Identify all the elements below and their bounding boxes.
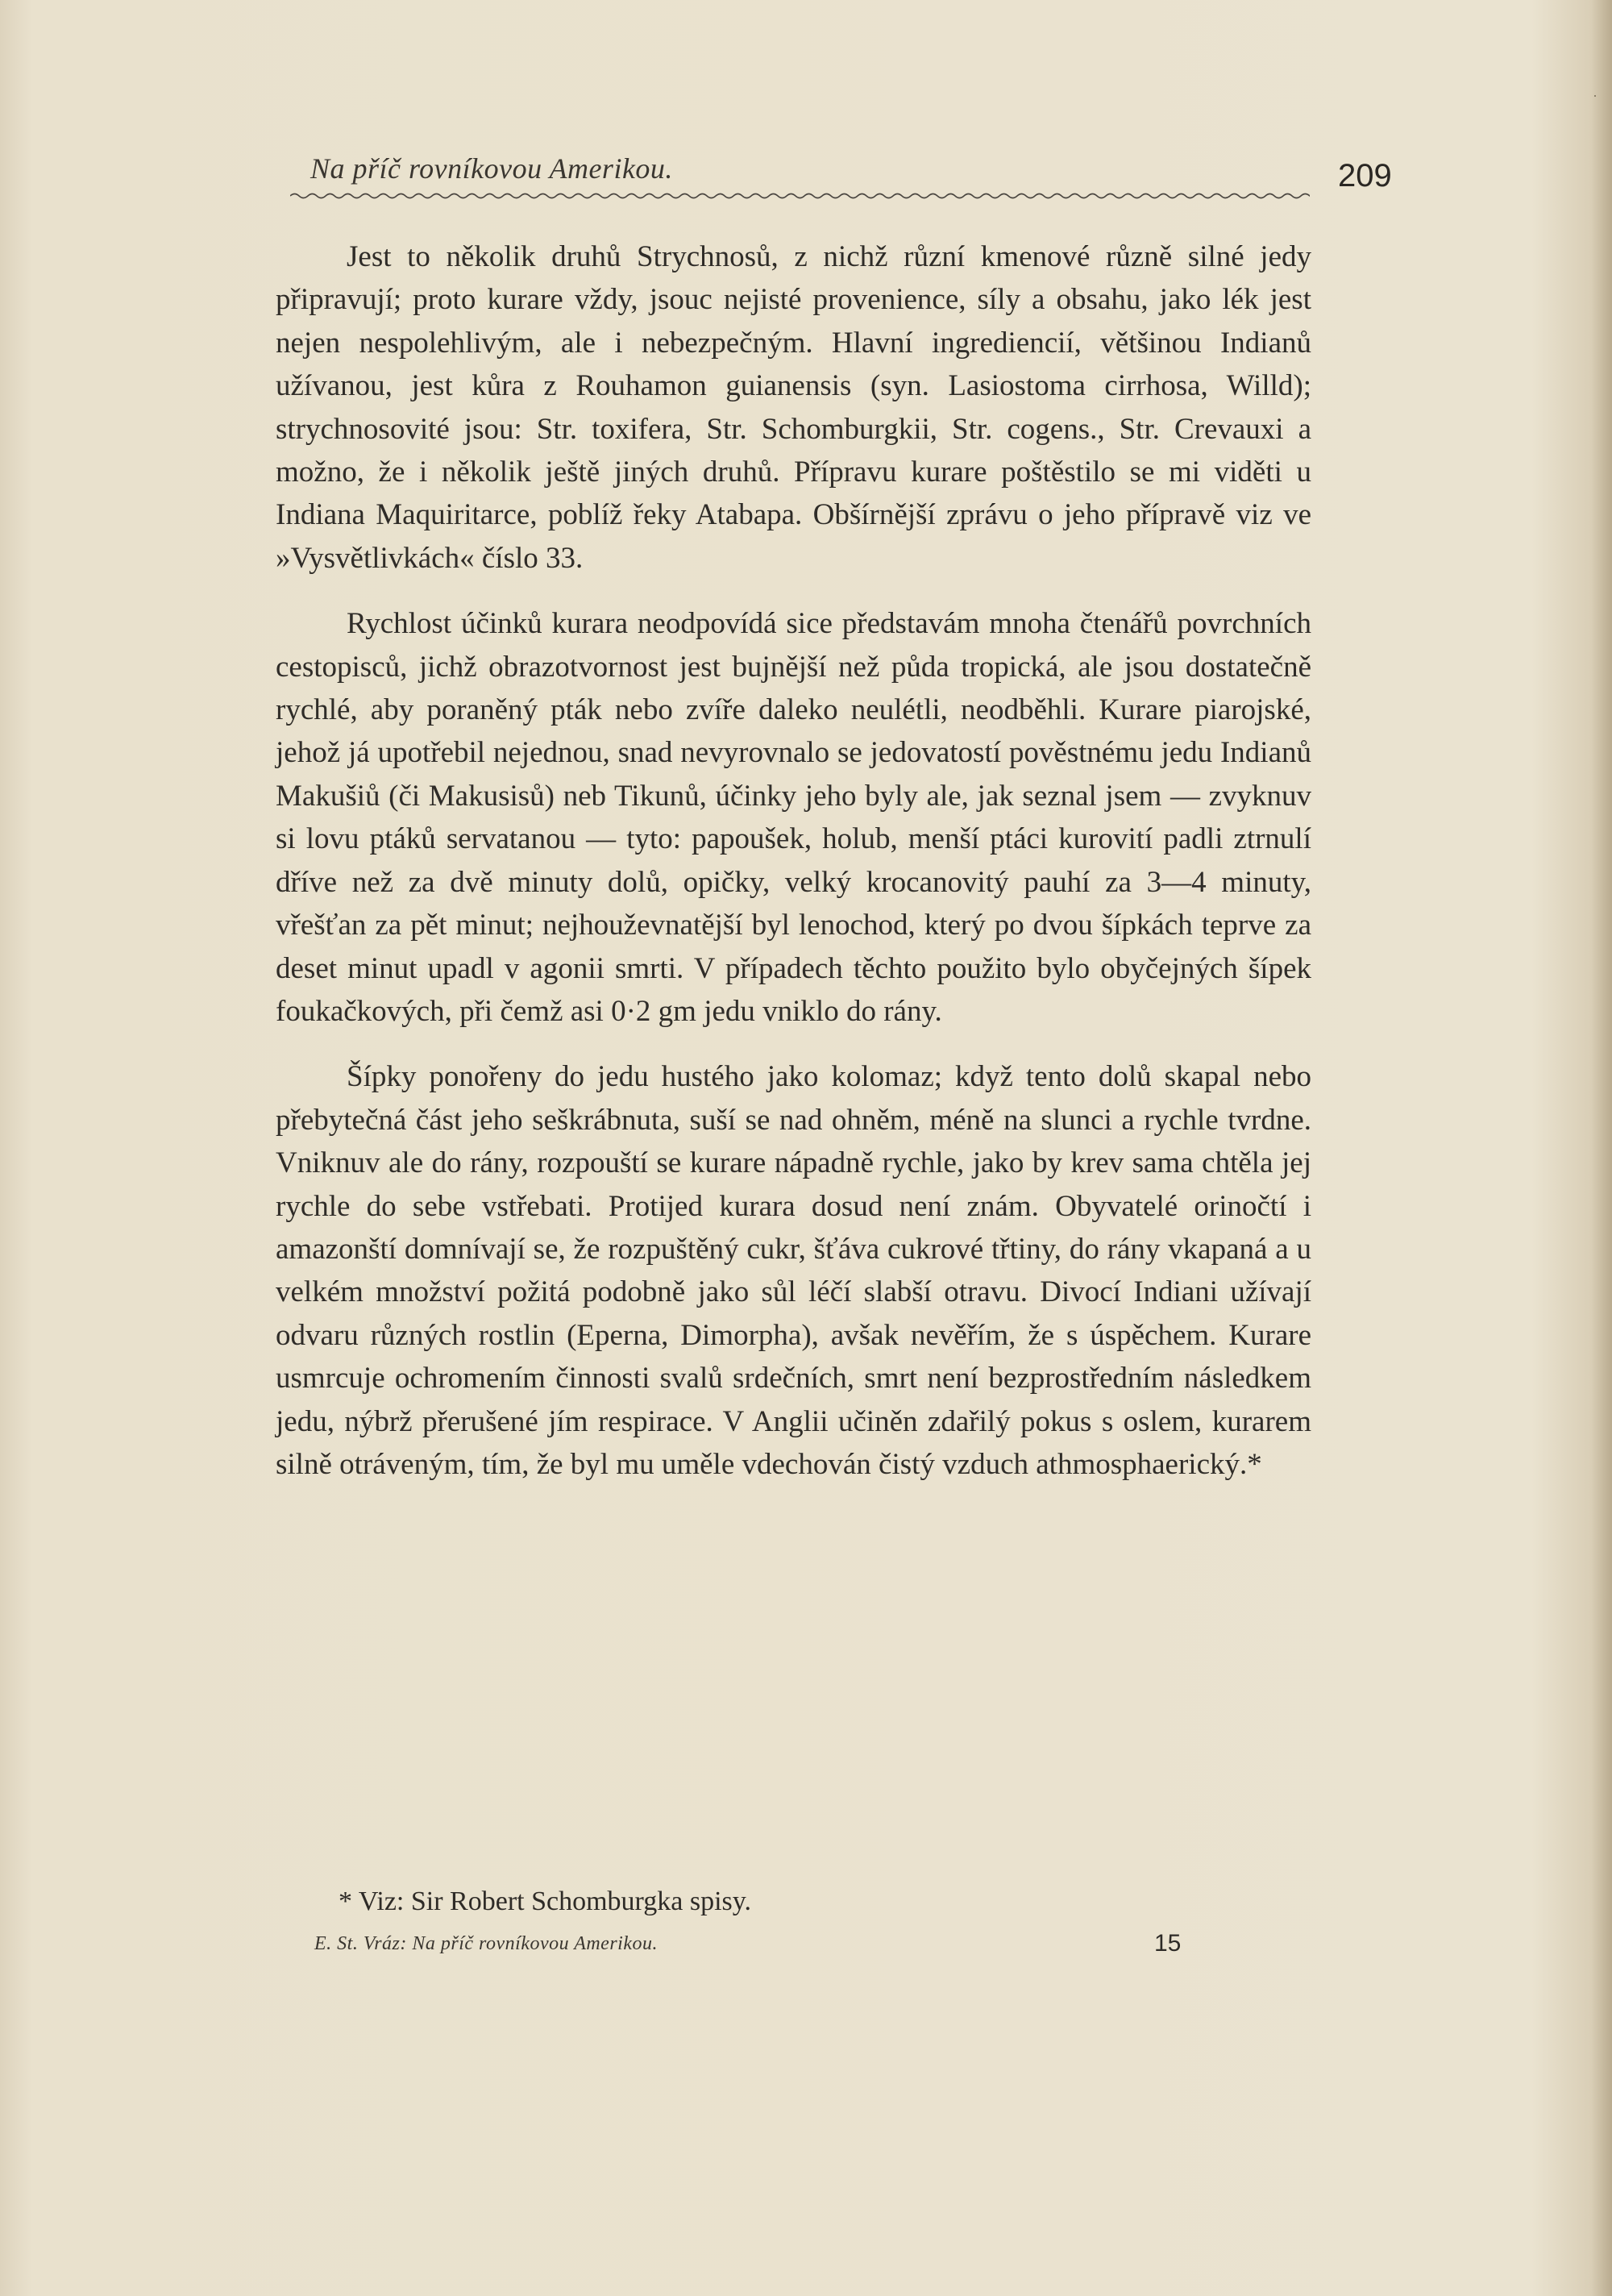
running-title: Na příč rovníkovou Amerikou.	[310, 152, 673, 185]
printer-signature: E. St. Vráz: Na příč rovníkovou Amerikou.	[314, 1933, 658, 1954]
paragraph-2: Rychlost účinků kurara neodpovídá sice představám mnoha čtenářů povrchních cestopisců, jichž obrazotvornost jest bujnější než půda tropická, ale jsou dostatečně rychlé, aby poraněný pták nebo zvíře daleko neulétli, neodběhli. Kurare piarojské, jehož já upotřebil nejednou, snad nevyrovnalo se jedovatostí pověstnému jedu Indianů Makušiů (či Makusisů) neb Tikunů, účinky jeho byly ale, jak seznal jsem — zvyknuv si lovu ptáků servatanou — tyto: papoušek, holub, menší ptáci kurovití padli ztrnulí dříve než za dvě minuty dolů, opičky, velký krocanovitý pauhí za 3—4 minuty, vřešťan za pět minut; nejhouževnatější byl lenochod, který po dvou šípkách teprve za deset minut upadl v agonii smrti. V případech těchto použito bylo obyčejných šípek foukačkových, při čemž asi 0·2 gm jedu vniklo do rány.	[276, 607, 1311, 1028]
page-number: 209	[1338, 158, 1392, 193]
body-text	[276, 235, 1311, 1508]
decorative-wavy-rule	[290, 190, 1310, 202]
footnote: * Viz: Sir Robert Schomburgka spisy.	[339, 1886, 752, 1916]
paragraph-1: Jest to několik druhů Strychnosů, z nichž různí kmenové různě silné jedy připravují; proto kurare vždy, jsouc nejisté provenience, síly a obsahu, jako lék jest nejen nespolehlivým, ale i nebezpečným. Hlavní ingrediencií, většinou Indianů užívanou, jest kůra z Rouhamon guianensis (syn. Lasiostoma cirrhosa, Willd); strychnosovité jsou: Str. toxifera, Str. Schomburgkii, Str. cogens., Str. Crevauxi a možno, že i několik ještě jiných druhů. Přípravu kurare poštěstilo se mi viděti u Indiana Maquiritarce, poblíž řeky Atabapa. Obšírnější zprávu o jeho přípravě viz ve »Vysvětlivkách« číslo 33.	[276, 240, 1311, 575]
paragraph-3: Šípky ponořeny do jedu hustého jako kolomaz; když tento dolů skapal nebo přebytečná část jeho seškrábnuta, suší se nad ohněm, méně na slunci a rychle tvrdne. Vniknuv ale do rány, rozpouští se kurare nápadně rychle, jako by krev sama chtěla jej rychle do sebe vstřebati. Protijed kurara dosud není znám. Obyvatelé orinočtí i amazonští domnívají se, že rozpuštěný cukr, šťáva cukrové třtiny, do rány vkapaná a u velkém množství požitá podobně jako sůl léčí slabší otravu. Divocí Indiani užívají odvaru různých rostlin (Eperna, Dimorpha), avšak nevěřím, že s úspěchem. Kurare usmrcuje ochromením činnosti svalů srdečních, smrt není bezprostředním následkem jedu, nýbrž přerušené jím respirace. V Anglii učiněn zdařilý pokus s oslem, kurarem silně otráveným, tím, že byl mu uměle vdechován čistý vzduch athmosphaerický.*	[276, 1060, 1311, 1481]
page-edge-shadow	[1591, 0, 1612, 2296]
sheet-number: 15	[1154, 1930, 1182, 1957]
speck-mark	[1594, 95, 1596, 97]
